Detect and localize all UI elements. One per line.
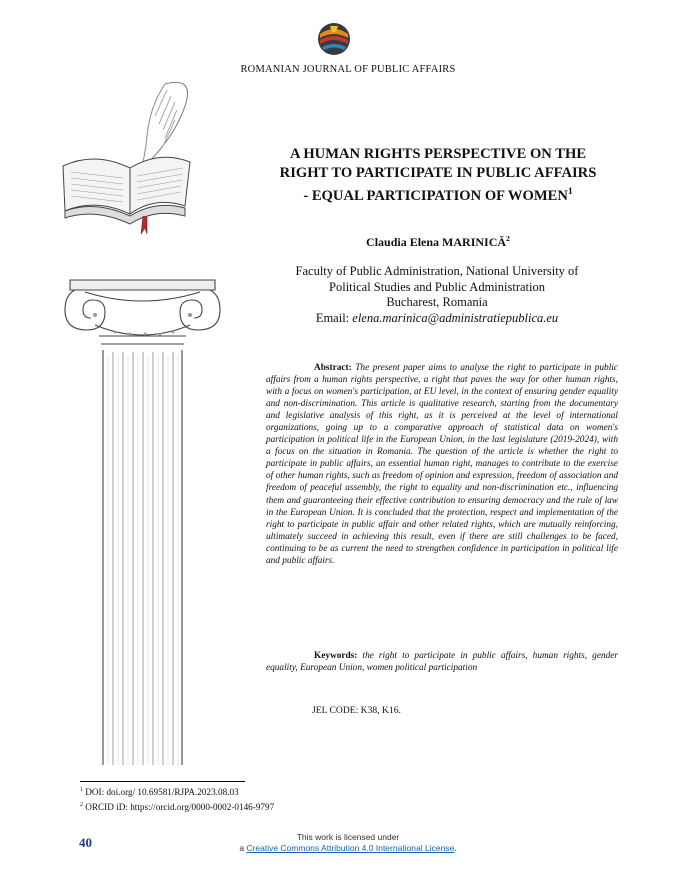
affiliation-city: Bucharest, Romania: [386, 295, 488, 309]
keywords-block: [266, 650, 618, 674]
open-book-quill-icon: [55, 76, 195, 236]
author-affiliation: [262, 264, 612, 326]
license-line-1: This work is licensed under: [296, 832, 400, 842]
footnote-divider: [80, 781, 245, 782]
abstract-text: The present paper aims to analyse the right to participate in public affairs from a human rights perspective, a right that paves the way for other human rights, with a focus on women's participation, at EU level, in the context of ensuring gender equality and non-discrimination. This article is qualitative research, starting from the documentary and legislative analysis of this right, as it is perceived at the level of international organizations, going up to a comparative approach of statistical data on women's participation in political life in the European Union, in the last legislature (2019-2024), with a focus on the situation in Romania. The question of the article is whether the right to participate in public affairs, an essential human right, manages to contribute to the exercise of other human rights, such as freedom of opinion and expression, freedom of association and freedom of peaceful assembly, the right to equality and non-discrimination etc., influencing them and guaranteeing their effective contribution to ensuring democracy and the rule of law in the European Union. It is concluded that the protection, respect and implementation of the right to participate in public affair and other related rights, which are mutually reinforcing, ultimately succeed in achieving this result, even if there are still challenges to be faced, continuing to be as current the need to strengthen confidence in participation in political life and public affairs.: [266, 363, 618, 566]
footnote-doi: $^1$ DOI: doi.org/ 10.69581/RJPA.2023.08.03: [80, 787, 239, 798]
title-line-2: RIGHT TO PARTICIPATE IN PUBLIC AFFAIRS: [279, 165, 597, 181]
abstract-label: Abstract:: [314, 363, 352, 373]
ionic-column-icon: [55, 270, 230, 770]
title-line-1: A HUMAN RIGHTS PERSPECTIVE ON THE: [289, 146, 587, 162]
journal-name: ROMANIAN JOURNAL OF PUBLIC AFFAIRS: [240, 64, 456, 75]
title-line-3: - EQUAL PARTICIPATION OF WOMEN$^1$: [303, 187, 573, 204]
abstract-block: [266, 362, 618, 567]
journal-logo-icon: [316, 20, 352, 56]
title-footnote-ref[interactable]: 1: [567, 187, 573, 197]
email-line: [262, 311, 612, 327]
jel-code: JEL CODE: K38, K16.: [312, 705, 401, 716]
license-line-2: a Creative Commons Attribution 4.0 International License.: [239, 843, 457, 853]
footnote-orcid: $^2$ ORCID iD: https://orcid.org/0000-0002-0146-9797: [80, 802, 275, 813]
affiliation-line-1: Faculty of Public Administration, National University of: [295, 264, 579, 278]
affiliation-line-2: Political Studies and Public Administration: [329, 279, 545, 294]
page-number: 40: [79, 835, 92, 850]
author-footnote-ref[interactable]: 2: [506, 234, 510, 243]
keywords-label: Keywords:: [314, 651, 358, 661]
paper-title: [272, 145, 604, 206]
email-address[interactable]: elena.marinica@administratiepublica.eu: [352, 310, 559, 325]
keywords-text: the right to participate in public affairs, human rights, gender equality, European Union, women political participation: [266, 651, 618, 674]
author-name: Claudia Elena MARINICĂ$^2$: [366, 234, 510, 249]
license-notice: [0, 832, 696, 854]
email-label: Email:: [315, 310, 353, 325]
license-link[interactable]: Creative Commons Attribution 4.0 International License: [246, 843, 455, 853]
